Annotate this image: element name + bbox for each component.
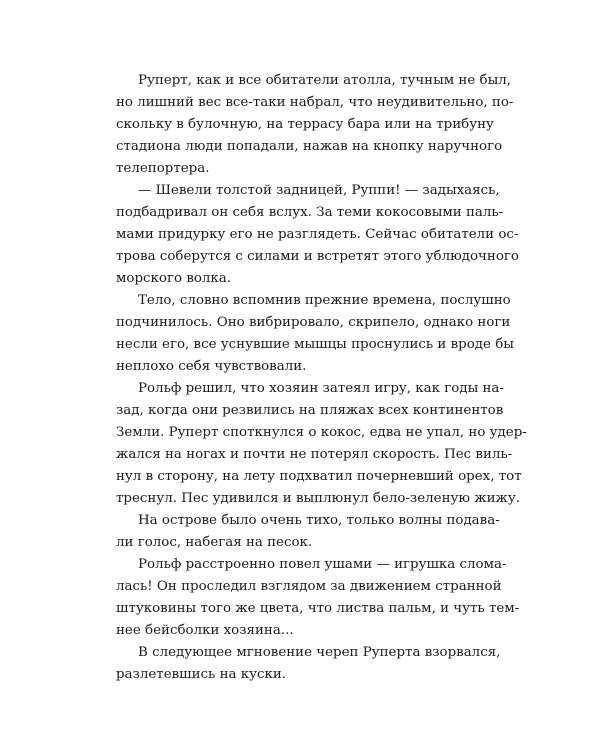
paragraph bbox=[116, 554, 520, 642]
text-line: стадиона люди попадали, нажав на кнопку наручного bbox=[116, 139, 503, 154]
text-line: Тело, словно вспомнив прежние времена, послушно bbox=[138, 293, 511, 308]
text-line: нул в сторону, на лету подхватил почерневший орех, тот bbox=[116, 469, 522, 484]
text-line: разлетевшись на куски. bbox=[116, 667, 287, 682]
text-line: Рольф решил, что хозяин затеял игру, как годы на- bbox=[138, 381, 504, 396]
text-line: Земли. Руперт споткнулся о кокос, едва не упал, но удер- bbox=[116, 425, 527, 440]
text-line: жался на ногах и почти не потерял скорость. Пес виль- bbox=[116, 447, 513, 462]
paragraph bbox=[116, 378, 527, 510]
text-line: На острове было очень тихо, только волны подава- bbox=[138, 513, 500, 528]
text-line: несли его, все уснувшие мышцы проснулись и вроде бы bbox=[116, 337, 514, 352]
text-line: ли голос, набегая на песок. bbox=[116, 535, 313, 550]
text-line: мами придурку его не разглядеть. Сейчас обитатели ос- bbox=[116, 227, 519, 242]
paragraph bbox=[116, 642, 501, 686]
paragraph bbox=[116, 290, 514, 378]
text-line: нее бейсболки хозяина... bbox=[116, 623, 294, 638]
paragraph bbox=[116, 70, 514, 180]
text-line: подчинилось. Оно вибрировало, скрипело, однако ноги bbox=[116, 315, 511, 330]
paragraph bbox=[116, 510, 500, 554]
text-line: но лишний вес все-таки набрал, что неудивительно, по- bbox=[116, 95, 514, 110]
text-line: Руперт, как и все обитатели атолла, тучным не был, bbox=[138, 73, 512, 88]
text-line: трова соберутся с силами и встретят этого ублюдочного bbox=[116, 249, 519, 264]
text-line: В следующее мгновение череп Руперта взорвался, bbox=[138, 645, 501, 660]
text-line: Рольф расстроенно повел ушами — игрушка слома- bbox=[138, 557, 507, 572]
text-line: морского волка. bbox=[116, 271, 232, 286]
text-line: подбадривал он себя вслух. За теми кокосовыми паль- bbox=[116, 205, 504, 220]
text-line: неплохо себя чувствовали. bbox=[116, 359, 307, 374]
text-line: треснул. Пес удивился и выплюнул бело-зеленую жижу. bbox=[116, 491, 520, 506]
text-line: телепортера. bbox=[116, 161, 210, 176]
text-line: зад, когда они резвились на пляжах всех континентов bbox=[116, 403, 504, 418]
text-block bbox=[116, 70, 527, 686]
text-line: штуковины того же цвета, что листва пальм, и чуть тем- bbox=[116, 601, 520, 616]
text-line: лась! Он проследил взглядом за движением странной bbox=[116, 579, 502, 594]
paragraph bbox=[116, 180, 519, 290]
text-line: — Шевели толстой задницей, Руппи! — задыхаясь, bbox=[138, 183, 500, 198]
text-line: скольку в булочную, на террасу бара или на трибуну bbox=[116, 117, 494, 132]
